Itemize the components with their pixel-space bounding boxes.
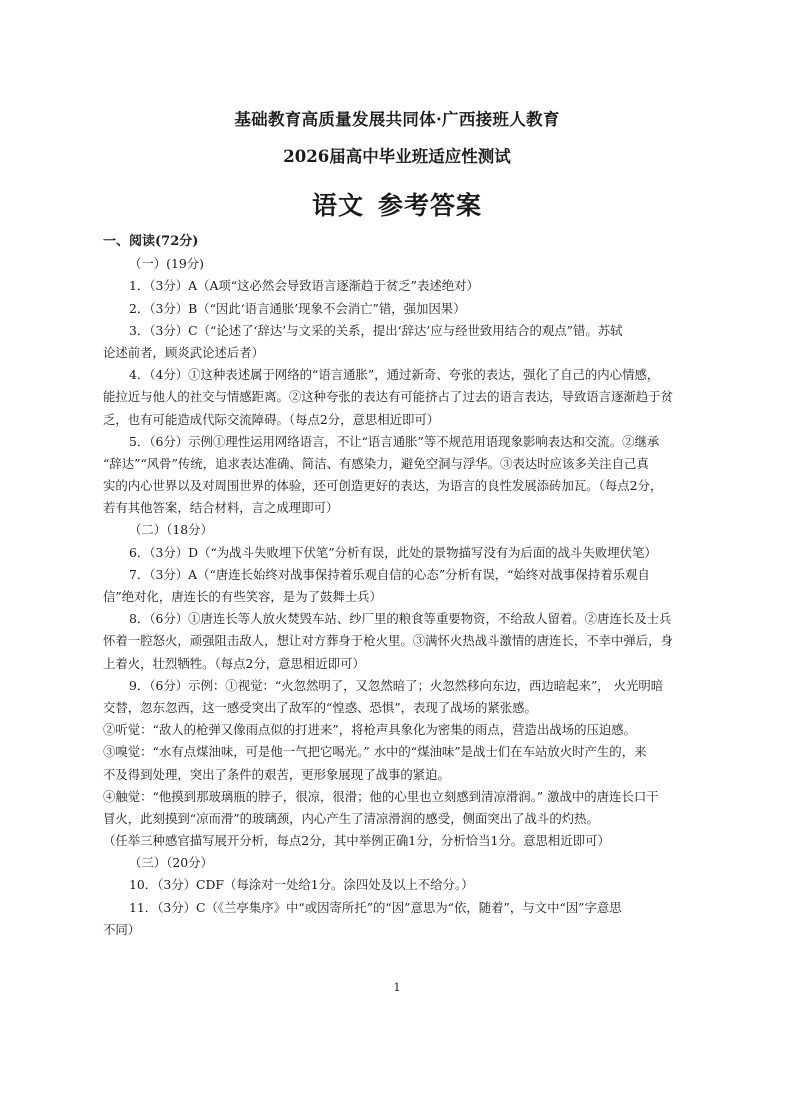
answer-q9: 9．（6分）示例：①视觉：“火忽然明了，又忽然暗了；火忽然移向东边，西边暗起来”， 火光明暗 xyxy=(129,677,664,693)
answer-q4: 4．（4分）①这种表述属于网络的“语言通胀”，通过新奇、夸张的表达，强化了自己的内心情感， xyxy=(129,367,660,383)
answer-q8-cont: 怀着一腔怒火，顽强阻击敌人，想让对方葬身于枪火里。③满怀火热战斗激情的唐连长，不幸中弹后，身 xyxy=(103,633,673,649)
organization-header: 基础教育高质量发展共同体·广西接班人教育 xyxy=(234,110,560,129)
answer-q7: 7．（3分）A（“唐连长始终对战事保持着乐观自信的心态”分析有误，“始终对战事保持着乐观自 xyxy=(129,566,650,582)
answer-q9-cont: 交替，忽东忽西，这一感受突出了敌军的“惶惑、恐惧”，表现了战场的紧张感。 xyxy=(103,699,537,715)
subsection-heading-3: （三）（20分） xyxy=(129,855,213,871)
answer-q9-hearing: ②听觉：“敌人的枪弹又像雨点似的打进来”，将枪声具象化为密集的雨点，营造出战场的压迫感。 xyxy=(103,722,637,738)
answer-q5-cont: “辞达”“风骨”传统，追求表达准确、简洁、有感染力，避免空洞与浮华。③表达时应该多关注自己真 xyxy=(103,455,649,471)
answer-q5: 5．（6分）示例①理性运用网络语言，不让“语言通胀”等不规范用语现象影响表达和交流。②继承 xyxy=(129,433,660,449)
answer-q9-smell-cont: 不及得到处理，突出了条件的艰苦，更形象展现了战事的紧迫。 xyxy=(103,766,450,782)
document-title xyxy=(0,186,794,222)
answer-body xyxy=(103,231,693,941)
subsection-heading-1: （一）(19分) xyxy=(129,256,204,272)
answer-q7-cont: 信”绝对化，唐连长的有些笑容，是为了鼓舞士兵） xyxy=(103,589,382,604)
answer-q6: 6．（3分）D（“为战斗失败埋下伏笔”分析有误，此处的景物描写没有为后面的战斗失败埋伏笔） xyxy=(129,544,657,560)
answer-q4-cont: 能拉近与他人的社交与情感距离。②这种夸张的表达有可能挤占了过去的语言表达，导致语言逐渐趋于贫 xyxy=(103,389,673,405)
answer-q11-cont: 不同） xyxy=(103,921,141,937)
answer-q5-cont: 实的内心世界以及对周围世界的体验，还可创造更好的表达，为语言的良性发展添砖加瓦。（每点2分， xyxy=(103,478,663,494)
section-heading-reading: 一、阅读(72分) xyxy=(103,234,199,249)
answer-q11: 11．（3分）C（《兰亭集序》中“或因寄所托”的“因”意思为“依，随着”，与文中“因”字意思 xyxy=(129,899,622,915)
answer-q9-scoring-note: （任举三种感官描写展开分析，每点2分，其中举例正确1分，分析恰当1分。意思相近即可） xyxy=(103,833,610,849)
answer-q3: 3．（3分）C（“论述了‘辞达’与文采的关系，提出‘辞达’应与经世致用结合的观点”错。苏轼 xyxy=(129,322,623,338)
subject-label: 语文 xyxy=(311,191,364,220)
answer-q4-cont: 乏，也有可能造成代际交流障碍。（每点2分，意思相近即可） xyxy=(103,411,440,427)
answer-q8: 8．（6分）①唐连长等人放火焚毁车站、纱厂里的粮食等重要物资，不给敌人留着。②唐连长及士兵 xyxy=(129,611,672,627)
answer-q9-smell: ③嗅觉：“水有点煤油味，可是他一气把它喝光。” 水中的“煤油味”是战士们在车站放火时产生的，来 xyxy=(103,744,647,760)
page-number: 1 xyxy=(393,981,401,994)
answer-q8-cont: 上着火，壮烈牺牲。（每点2分，意思相近即可） xyxy=(103,655,365,671)
answer-q3-cont: 论述前者，顾炎武论述后者） xyxy=(103,344,265,360)
answer-q9-touch: ④触觉：“他摸到那玻璃瓶的脖子，很凉，很滑；他的心里也立刻感到清凉滑润。” 激战中的唐连长口干 xyxy=(103,788,659,804)
answer-key-label: 参考答案 xyxy=(378,191,483,220)
subsection-heading-2: （二）（18分） xyxy=(129,522,213,538)
answer-q5-cont: 若有其他答案，结合材料，言之成理即可） xyxy=(103,500,339,516)
answer-q1: 1．（3分）A（A项“这必然会导致语言逐渐趋于贫乏”表述绝对） xyxy=(129,278,479,294)
answer-q2: 2．（3分）B（“因此‘语言通胀’现象不会消亡”错，强加因果） xyxy=(129,300,466,316)
answer-q10: 10．（3分）CDF（每涂对一处给1分。涂四处及以上不给分。） xyxy=(129,877,474,893)
exam-title: 2026届高中毕业班适应性测试 xyxy=(283,147,511,166)
answer-q9-touch-cont: 冒火，此刻摸到“凉而滑”的玻璃颈，内心产生了清凉滑润的感受，侧面突出了战斗的灼热。 xyxy=(103,810,599,826)
